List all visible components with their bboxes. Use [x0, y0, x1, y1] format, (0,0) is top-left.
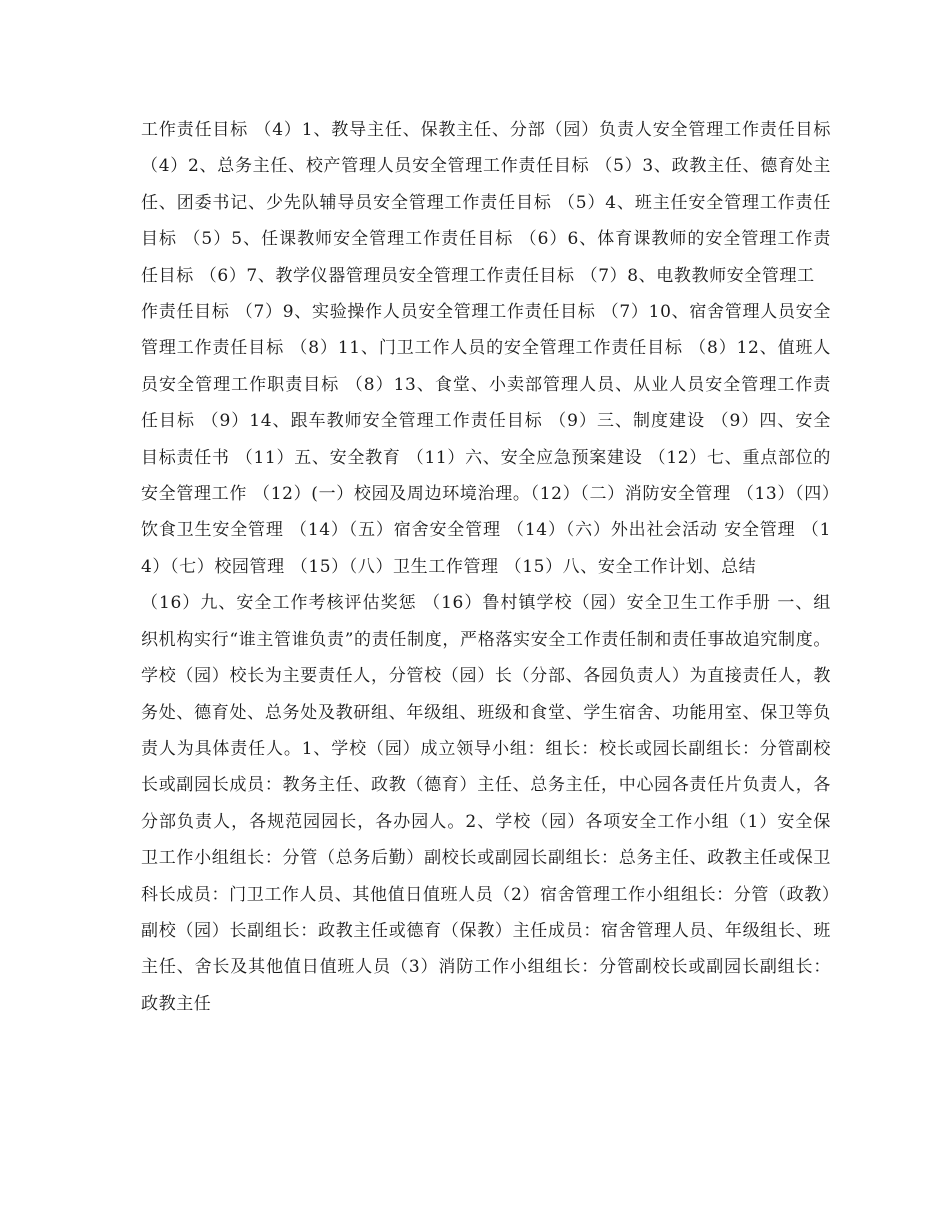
paragraph-3: （16）九、安全工作考核评估奖惩 （16）鲁村镇学校（园）安全卫生工作手册 一、组织机构实行“谁主管谁负责”的责任制度，严格落实安全工作责任制和责任事故追究制度。学校（园）校长为主要责任人，分管校（园）长（分部、各园负责人）为直接责任人，教务处、德育处、总务处及教研组、年级组、班级和食堂、学生宿舍、功能用室、保卫等负责人为具体责任人。1、学校（园）成立领导小组：组长：校长或园长副组长：分管副校长或副园长成员：教务主任、政教（德育）主任、总务主任，中心园各责任片负责人，各分部负责人，各规范园园长，各办园人。2、学校（园）各项安全工作小组（1）安全保卫工作小组组长：分管（总务后勤）副校长或副园长副组长：总务主任、政教主任或保卫科长成员：门卫工作人员、其他值日值班人员（2）宿舍管理工作小组组长：分管（政教）副校（园）长副组长：政教主任或德育（保教）主任成员：宿舍管理人员、年级组长、班主任、舍长及其他值日值班人员（3）消防工作小组组长：分管副校长或副园长副组长：政教主任: [141, 593, 831, 1014]
document-body: [141, 112, 831, 1022]
paragraph-2: 作责任目标 （7）9、实验操作人员安全管理工作责任目标 （7）10、宿舍管理人员安全管理工作责任目标 （8）11、门卫工作人员的安全管理工作责任目标 （8）12、值班人员安全管理工作职责目标 （8）13、食堂、小卖部管理人员、从业人员安全管理工作责任目标 （9）14、跟车教师安全管理工作责任目标 （9）三、制度建设 （9）四、安全目标责任书 （11）五、安全教育 （11）六、安全应急预案建设 （12）七、重点部位的安全管理工作 （12）(一）校园及周边环境治理。（12）（二）消防安全管理 （13）（四）饮食卫生安全管理 （14）（五）宿舍安全管理 （14）（六）外出社会活动 安全管理 （14）（七）校园管理 （15）（八）卫生工作管理 （15）八、安全工作计划、总结: [141, 302, 831, 577]
paragraph-1: 工作责任目标 （4）1、教导主任、保教主任、分部（园）负责人安全管理工作责任目标 （4）2、总务主任、校产管理人员安全管理工作责任目标 （5）3、政教主任、德育处主任、团委书记、少先队辅导员安全管理工作责任目标 （5）4、班主任安全管理工作责任目标 （5）5、任课教师安全管理工作责任目标 （6）6、体育课教师的安全管理工作责任目标 （6）7、教学仪器管理员安全管理工作责任目标 （7）8、电教教师安全管理工: [141, 120, 831, 286]
